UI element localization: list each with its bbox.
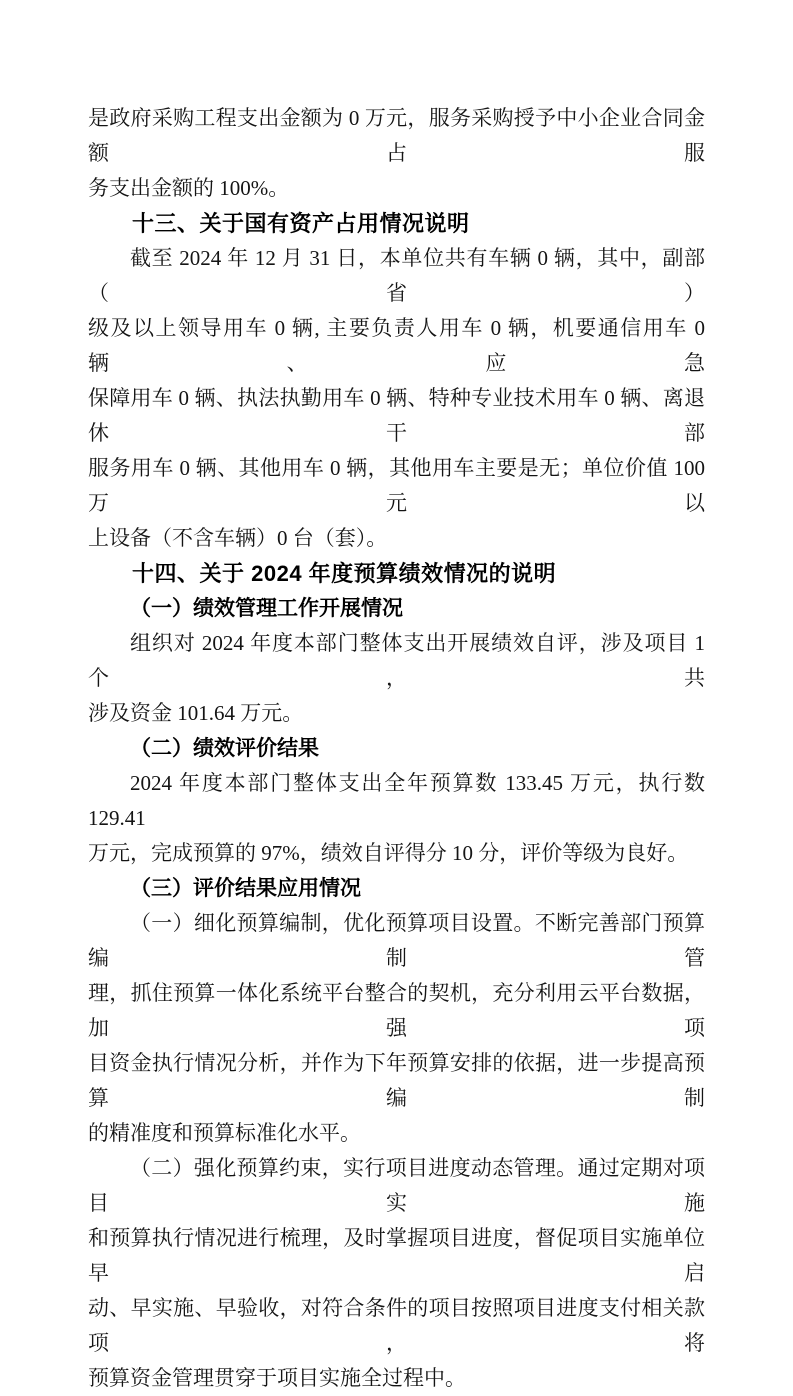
body-text-line: 目资金执行情况分析，并作为下年预算安排的依据，进一步提高预算编制 [88, 1051, 705, 1110]
subsection-heading: （三）评价结果应用情况 [130, 877, 361, 900]
body-text-line: 级及以上领导用车 0 辆, 主要负责人用车 0 辆，机要通信用车 0 辆、应急 [88, 316, 705, 375]
body-text-line: 2024 年度本部门整体支出全年预算数 133.45 万元，执行数 129.41 [88, 771, 705, 830]
subsection-heading: （二）绩效评价结果 [130, 737, 319, 760]
body-text-line: （一）细化预算编制，优化预算项目设置。不断完善部门预算编制管 [88, 911, 705, 970]
body-text-line: 截至 2024 年 12 月 31 日，本单位共有车辆 0 辆，其中，副部（省） [88, 246, 705, 305]
body-text-line: （二）强化预算约束，实行项目进度动态管理。通过定期对项目实施 [88, 1156, 705, 1215]
body-text-line: 和预算执行情况进行梳理，及时掌握项目进度，督促项目实施单位早启 [88, 1226, 705, 1285]
subsection-heading: （一）绩效管理工作开展情况 [130, 597, 403, 620]
body-text-line: 上设备（不含车辆）0 台（套）。 [88, 526, 388, 550]
body-text-line: 万元，完成预算的 97%，绩效自评得分 10 分，评价等级为良好。 [88, 841, 689, 865]
body-text-line: 组织对 2024 年度本部门整体支出开展绩效自评，涉及项目 1 个，共 [88, 631, 705, 690]
body-text-line: 是政府采购工程支出金额为 0 万元，服务采购授予中小企业合同金额占服 [88, 106, 705, 165]
body-text-line: 涉及资金 101.64 万元。 [88, 701, 304, 725]
body-text-line: 理，抓住预算一体化系统平台整合的契机，充分利用云平台数据，加强项 [88, 981, 705, 1040]
body-text-line: 动、早实施、早验收，对符合条件的项目按照项目进度支付相关款项，将 [88, 1296, 705, 1355]
document-body [88, 101, 705, 1396]
body-text-line: 预算资金管理贯穿于项目实施全过程中。 [88, 1366, 466, 1390]
body-text-line: 的精准度和预算标准化水平。 [88, 1121, 361, 1145]
body-text-line: 务支出金额的 100%。 [88, 176, 290, 200]
body-text-line: 保障用车 0 辆、执法执勤用车 0 辆、特种专业技术用车 0 辆、离退休干部 [88, 386, 705, 445]
section-heading: 十四、关于 2024 年度预算绩效情况的说明 [132, 561, 557, 586]
body-text-line: 服务用车 0 辆、其他用车 0 辆，其他用车主要是无；单位价值 100 万元以 [88, 456, 705, 515]
section-heading: 十三、关于国有资产占用情况说明 [132, 211, 470, 236]
